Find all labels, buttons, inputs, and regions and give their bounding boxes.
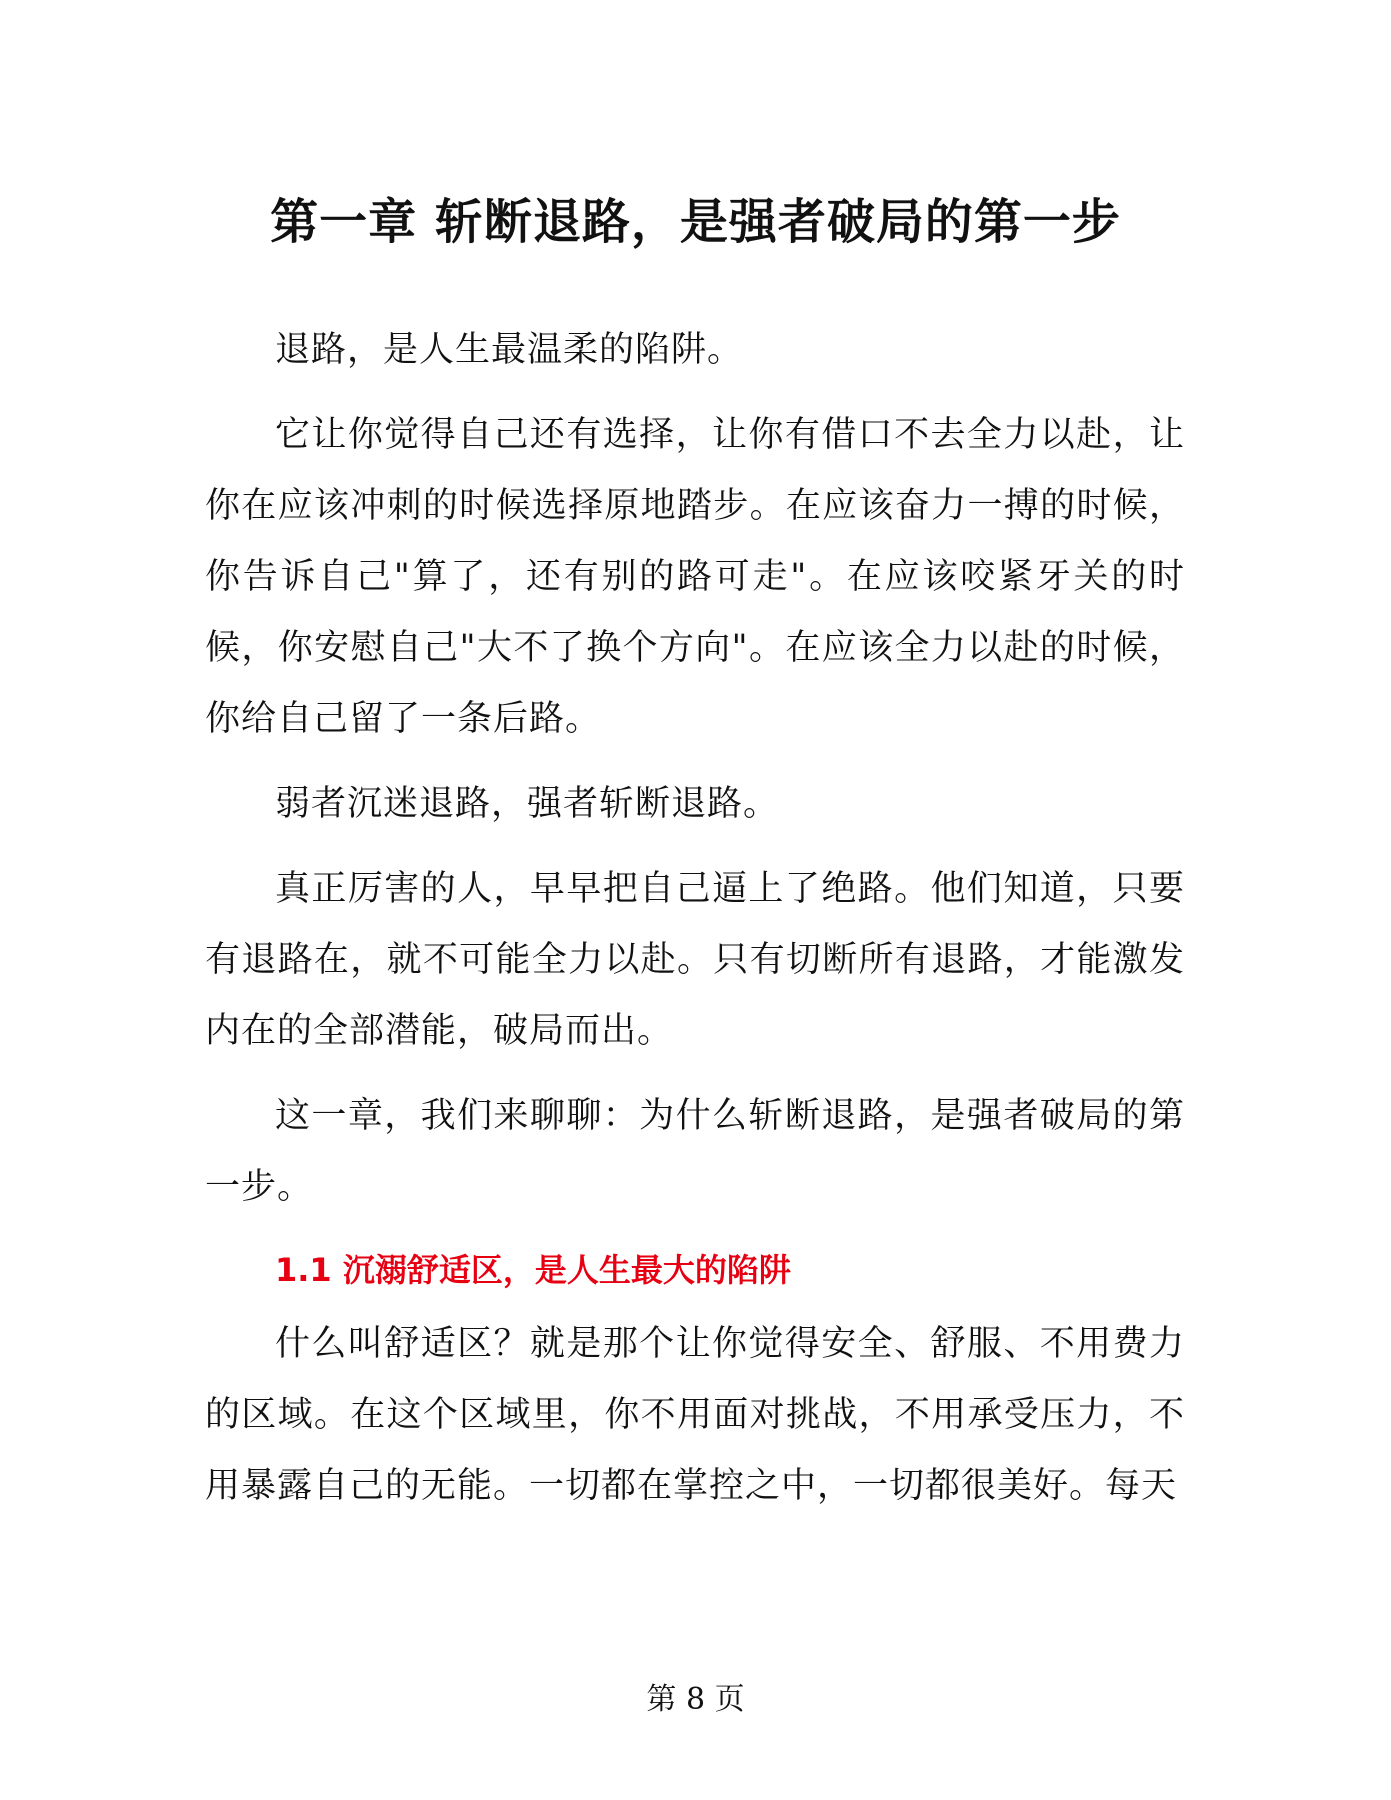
paragraph: 这一章，我们来聊聊：为什么斩断退路，是强者破局的第一步。 bbox=[205, 1096, 1185, 1207]
page-number: 第 8 页 bbox=[646, 1682, 745, 1717]
section-heading: 1.1 沉溺舒适区，是人生最大的陷阱 bbox=[275, 1251, 791, 1289]
section-paragraph: 什么叫舒适区？就是那个让你觉得安全、舒服、不用费力的区域。在这个区域里，你不用面对挑战，不用承受压力，不用暴露自己的无能。一切都在掌控之中，一切都很美好。每天 bbox=[205, 1324, 1185, 1506]
paragraph: 真正厉害的人，早早把自己逼上了绝路。他们知道，只要有退路在，就不可能全力以赴。只有切断所有退路，才能激发内在的全部潜能，破局而出。 bbox=[205, 869, 1185, 1051]
paragraph: 弱者沉迷退路，强者斩断退路。 bbox=[275, 784, 780, 824]
chapter-title: 第一章 斩断退路，是强者破局的第一步 bbox=[270, 194, 1121, 250]
document-body bbox=[205, 315, 1185, 1536]
paragraph: 退路，是人生最温柔的陷阱。 bbox=[275, 330, 744, 370]
paragraph: 它让你觉得自己还有选择，让你有借口不去全力以赴，让你在应该冲刺的时候选择原地踏步。在应该奋力一搏的时候，你告诉自己"算了，还有别的路可走"。在应该咬紧牙关的时候，你安慰自己"大不了换个方向"。在应该全力以赴的时候，你给自己留了一条后路。 bbox=[205, 415, 1185, 739]
